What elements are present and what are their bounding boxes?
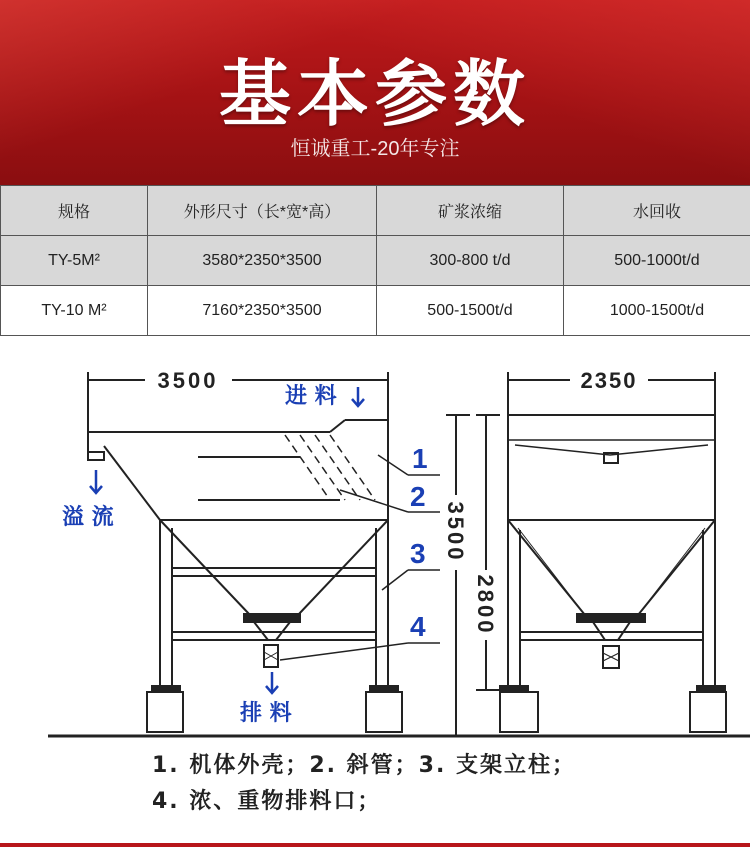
table-cell-slurry: 500-1500t/d [377, 286, 564, 336]
table-cell-model: TY-10 M² [1, 286, 148, 336]
part-number-2: 2 [410, 481, 426, 512]
thickener-drawing [0, 335, 750, 850]
table-cell-dimensions: 7160*2350*3500 [148, 286, 377, 336]
dimension-leg-height: 2800 [473, 574, 498, 636]
part-number-4: 4 [410, 611, 426, 642]
feed-label: 进 料 [285, 384, 337, 409]
header-banner [0, 0, 750, 185]
part-number-3: 3 [410, 538, 426, 569]
table-cell-water: 1000-1500t/d [564, 286, 750, 336]
table-cell-model: TY-5M² [1, 236, 148, 286]
legend-line-1: 1. 机体外壳；2. 斜管；3. 支架立柱； [152, 753, 576, 778]
feed-arrow-icon [352, 387, 364, 406]
legend-line-2: 4. 浓、重物排料口； [152, 789, 382, 814]
front-view [500, 372, 726, 732]
spec-table [0, 185, 750, 336]
table-row [1, 236, 750, 286]
overflow-arrow-icon [90, 470, 102, 493]
table-cell-slurry: 300-800 t/d [377, 236, 564, 286]
table-cell-dimensions: 3580*2350*3500 [148, 236, 377, 286]
dimension-length: 3500 [157, 368, 219, 393]
column-header-slurry: 矿浆浓缩 [377, 186, 564, 236]
overflow-label: 溢 流 [62, 505, 114, 530]
side-view [88, 372, 440, 732]
dimension-height: 3500 [443, 501, 468, 563]
part-number-1: 1 [412, 443, 428, 474]
table-cell-water: 500-1000t/d [564, 236, 750, 286]
column-header-dimensions: 外形尺寸（长*宽*高） [148, 186, 377, 236]
discharge-label: 排 料 [240, 701, 292, 726]
page-title: 基本参数 [218, 55, 531, 135]
table-header-row [1, 186, 750, 236]
dimension-width: 2350 [580, 368, 638, 393]
column-header-model: 规格 [1, 186, 148, 236]
column-header-water: 水回收 [564, 186, 750, 236]
table-row [1, 286, 750, 336]
bottom-rule [0, 843, 750, 847]
page-subtitle: 恒诚重工-20年专注 [290, 138, 460, 160]
discharge-arrow-icon [266, 672, 278, 693]
